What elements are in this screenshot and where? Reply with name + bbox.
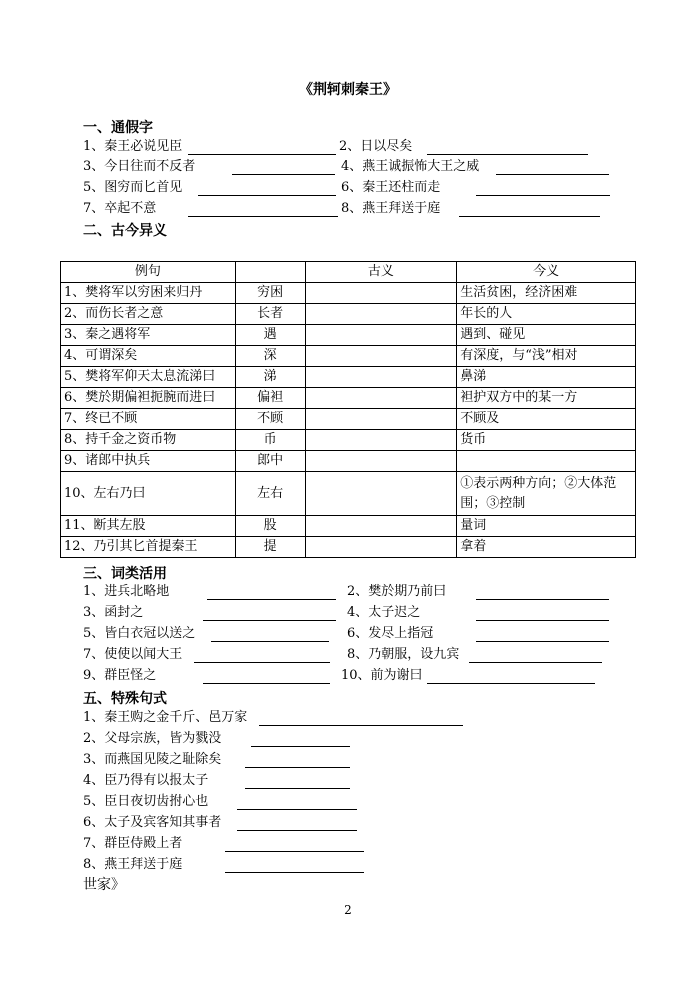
table-row [61, 472, 636, 516]
word-cell: 提 [235, 537, 305, 558]
header-cell: 今义 [457, 262, 636, 283]
answer-blank[interactable] [198, 180, 336, 196]
answer-blank[interactable] [203, 605, 336, 621]
section-heading-cilei: 三、词类活用 [83, 566, 167, 582]
answer-blank[interactable] [211, 626, 329, 642]
modern-meaning-cell: 有深度，与“浅”相对 [457, 346, 636, 367]
word-cell: 遇 [235, 325, 305, 346]
list-item: 8、燕王拜送于庭 [83, 857, 183, 872]
list-item: 5、臣日夜切齿拊心也 [83, 794, 209, 809]
example-cell: 1、樊将军以穷困来归丹 [61, 283, 236, 304]
ancient-meaning-cell[interactable] [305, 283, 457, 304]
word-cell: 币 [235, 430, 305, 451]
example-cell: 12、乃引其匕首提秦王 [61, 537, 236, 558]
trailing-text: 世家》 [83, 877, 125, 893]
modern-meaning-cell: 拿着 [457, 537, 636, 558]
modern-meaning-cell: 货币 [457, 430, 636, 451]
table-row [61, 283, 636, 304]
modern-meaning-cell: 生活贫困，经济困难 [457, 283, 636, 304]
ancient-meaning-cell[interactable] [305, 388, 457, 409]
ancient-meaning-cell[interactable] [305, 537, 457, 558]
example-cell: 7、终已不顾 [61, 409, 236, 430]
modern-meaning-cell: 遇到、碰见 [457, 325, 636, 346]
modern-meaning-cell: 袒护双方中的某一方 [457, 388, 636, 409]
answer-blank[interactable] [188, 139, 336, 155]
list-item: 6、太子及宾客知其事者 [83, 815, 222, 830]
answer-blank[interactable] [496, 159, 609, 175]
ancient-meaning-cell[interactable] [305, 430, 457, 451]
list-item: 7、卒起不意 [83, 201, 157, 216]
modern-meaning-cell: 年长的人 [457, 304, 636, 325]
answer-blank[interactable] [237, 794, 357, 810]
answer-blank[interactable] [427, 139, 588, 155]
list-item: 2、日以尽矣 [339, 139, 413, 154]
answer-blank[interactable] [251, 731, 350, 747]
word-cell: 穷困 [235, 283, 305, 304]
table-row [61, 409, 636, 430]
modern-meaning-cell: 鼻涕 [457, 367, 636, 388]
list-item: 4、太子迟之 [347, 605, 421, 620]
answer-blank[interactable] [259, 710, 463, 726]
list-item: 8、乃朝服，设九宾 [347, 647, 460, 662]
list-item: 9、群臣怪之 [83, 668, 157, 683]
answer-blank[interactable] [245, 773, 350, 789]
list-item: 1、秦王购之金千斤、邑万家 [83, 710, 248, 725]
answer-blank[interactable] [427, 668, 595, 684]
ancient-meaning-cell[interactable] [305, 346, 457, 367]
section-heading-tongjiazi: 一、通假字 [83, 120, 153, 136]
table-row [61, 451, 636, 472]
list-item: 7、群臣侍殿上者 [83, 836, 183, 851]
list-item: 4、燕王诚振怖大王之威 [341, 159, 480, 174]
table-row [61, 325, 636, 346]
answer-blank[interactable] [459, 201, 600, 217]
example-cell: 5、樊将军仰天太息流涕曰 [61, 367, 236, 388]
table-header-row [61, 262, 636, 283]
list-item: 10、前为谢曰 [341, 668, 423, 683]
list-item: 2、父母宗族，皆为戮没 [83, 731, 222, 746]
section-heading-teshu: 五、特殊句式 [83, 691, 167, 707]
answer-blank[interactable] [476, 180, 610, 196]
example-cell: 6、樊於期偏袒扼腕而进曰 [61, 388, 236, 409]
table-row [61, 516, 636, 537]
list-item: 5、图穷而匕首见 [83, 180, 183, 195]
header-cell [235, 262, 305, 283]
list-item: 7、使使以闻大王 [83, 647, 183, 662]
list-item: 4、臣乃得有以报太子 [83, 773, 209, 788]
example-cell: 10、左右乃曰 [61, 472, 236, 516]
gujin-table [60, 261, 636, 558]
answer-blank[interactable] [237, 815, 357, 831]
list-item: 3、今日往而不反者 [83, 159, 196, 174]
list-item: 3、而燕国见陵之耻除矣 [83, 752, 222, 767]
answer-blank[interactable] [194, 647, 330, 663]
word-cell: 郎中 [235, 451, 305, 472]
list-item: 6、秦王还柱而走 [341, 180, 441, 195]
word-cell: 股 [235, 516, 305, 537]
list-item: 2、樊於期乃前曰 [347, 584, 447, 599]
ancient-meaning-cell[interactable] [305, 325, 457, 346]
example-cell: 2、而伤长者之意 [61, 304, 236, 325]
ancient-meaning-cell[interactable] [305, 409, 457, 430]
list-item: 6、发尽上指冠 [347, 626, 434, 641]
list-item: 1、秦王必说见臣 [83, 139, 183, 154]
example-cell: 11、断其左股 [61, 516, 236, 537]
list-item: 1、进兵北略地 [83, 584, 170, 599]
word-cell: 长者 [235, 304, 305, 325]
answer-blank[interactable] [225, 836, 364, 852]
example-cell: 3、秦之遇将军 [61, 325, 236, 346]
answer-blank[interactable] [232, 159, 335, 175]
answer-blank[interactable] [203, 668, 330, 684]
list-item: 3、函封之 [83, 605, 144, 620]
word-cell: 偏袒 [235, 388, 305, 409]
modern-meaning-cell [457, 451, 636, 472]
list-item: 5、皆白衣冠以送之 [83, 626, 196, 641]
header-cell: 例句 [61, 262, 236, 283]
word-cell: 深 [235, 346, 305, 367]
answer-blank[interactable] [225, 857, 364, 873]
example-cell: 8、持千金之资币物 [61, 430, 236, 451]
answer-blank[interactable] [245, 752, 350, 768]
modern-meaning-cell: 不顾及 [457, 409, 636, 430]
word-cell: 涕 [235, 367, 305, 388]
answer-blank[interactable] [476, 605, 609, 621]
list-item: 8、燕王拜送于庭 [341, 201, 441, 216]
table-row [61, 367, 636, 388]
ancient-meaning-cell[interactable] [305, 516, 457, 537]
answer-blank[interactable] [476, 584, 609, 600]
ancient-meaning-cell[interactable] [305, 367, 457, 388]
answer-blank[interactable] [188, 201, 338, 217]
modern-meaning-cell: 量词 [457, 516, 636, 537]
header-cell: 古义 [305, 262, 457, 283]
word-cell: 左右 [235, 472, 305, 516]
answer-blank[interactable] [476, 626, 609, 642]
example-cell: 9、诸郎中执兵 [61, 451, 236, 472]
section-heading-gujin: 二、古今异义 [83, 223, 167, 239]
table-row [61, 430, 636, 451]
page-number: 2 [344, 903, 352, 917]
ancient-meaning-cell[interactable] [305, 451, 457, 472]
answer-blank[interactable] [469, 647, 602, 663]
table-row [61, 537, 636, 558]
ancient-meaning-cell[interactable] [305, 472, 457, 516]
table-row [61, 304, 636, 325]
table-row [61, 346, 636, 367]
word-cell: 不顾 [235, 409, 305, 430]
answer-blank[interactable] [207, 584, 336, 600]
table-row [61, 388, 636, 409]
modern-meaning-cell: ①表示两种方向；②大体范围；③控制 [457, 472, 636, 516]
document-title: 《荆轲刺秦王》 [299, 82, 397, 98]
ancient-meaning-cell[interactable] [305, 304, 457, 325]
example-cell: 4、可谓深矣 [61, 346, 236, 367]
